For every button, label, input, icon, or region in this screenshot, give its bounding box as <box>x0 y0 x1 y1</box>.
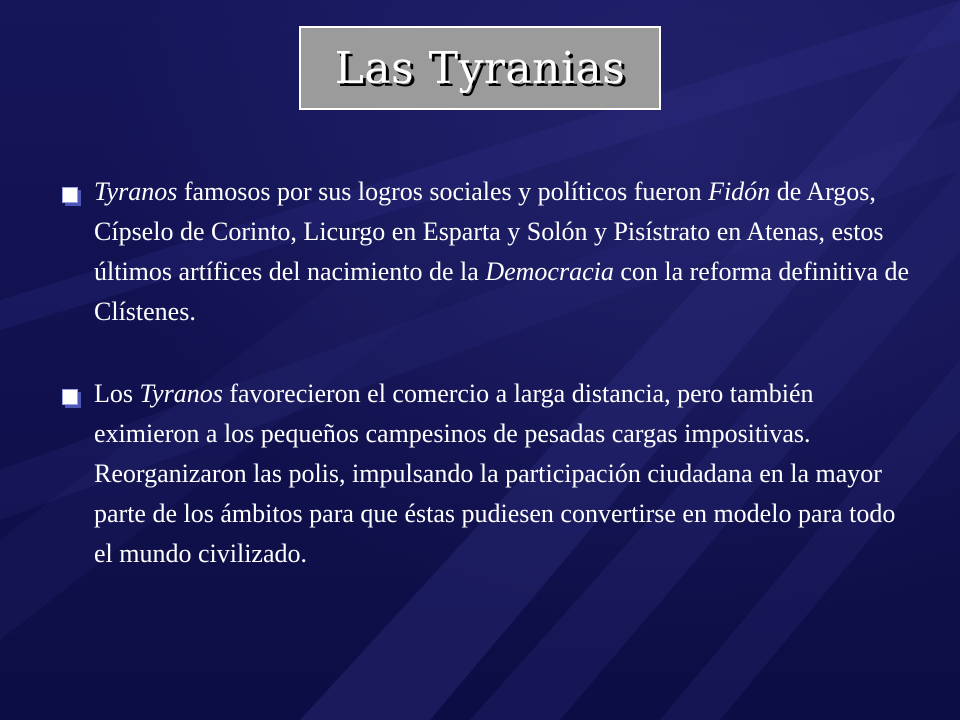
bullet-item <box>60 374 910 574</box>
bullet-text-segment: favorecieron el comercio a larga distancia, pero también eximieron a los pequeños campesinos de pesadas cargas impositivas. Reorganizaron las polis, impulsando la participación ciudadana en la mayor parte de los ámbitos para que éstas pudiesen convertirse en modelo para todo el mundo civilizado. <box>94 379 896 568</box>
slide-title: Las Tyranias <box>334 42 626 94</box>
bullet-item <box>60 172 910 332</box>
bullet-text-italic: Fidón <box>708 177 771 206</box>
bullet-text-italic: Democracia <box>485 257 614 286</box>
bullet-text-italic: Tyranos <box>94 177 178 206</box>
bullet-text-segment: Los <box>94 379 140 408</box>
bullet-text <box>94 374 910 574</box>
checkbox-bullet-icon <box>62 187 78 203</box>
bullet-text-segment: famosos por sus logros sociales y políticos fueron <box>177 177 709 206</box>
title-box <box>299 26 661 110</box>
bullet-text-italic: Tyranos <box>139 379 223 408</box>
bullet-text-segment: con la reforma definitiva de Clístenes. <box>94 257 910 326</box>
checkbox-bullet-icon <box>62 389 78 405</box>
bullet-list <box>60 172 910 574</box>
bullet-text <box>94 172 910 332</box>
bullet-text-segment: de Argos, Cípselo de Corinto, Licurgo en Esparta y Solón y Pisístrato en Atenas, estos últimos artífices del nacimiento de la <box>94 177 884 286</box>
